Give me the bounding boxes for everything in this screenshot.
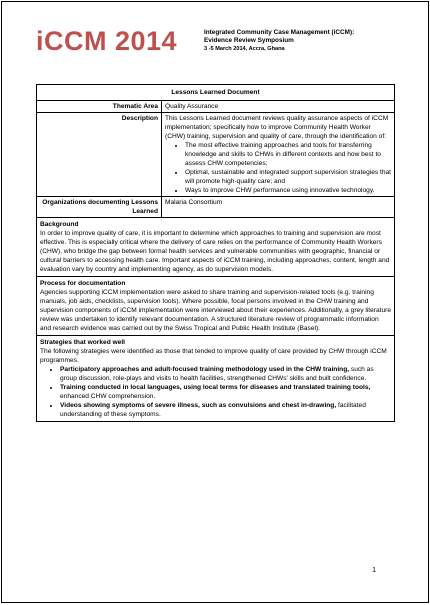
strategy-item xyxy=(60,365,391,383)
background-section xyxy=(37,218,395,277)
process-title: Process for documentation xyxy=(40,280,126,287)
page-number: 1 xyxy=(372,567,376,574)
description-label: Description xyxy=(37,113,162,197)
thematic-area-label: Thematic Area xyxy=(37,101,162,113)
description-cell xyxy=(162,113,395,197)
subtitle-line-2: Evidence Review Symposium xyxy=(204,37,294,44)
document-heading: Lessons Learned Document xyxy=(37,85,395,101)
strategy-item xyxy=(60,401,391,419)
symposium-date: 3 -5 March 2014, Accra, Ghana xyxy=(204,46,285,52)
strategy-rest: enhanced CHW comprehension. xyxy=(60,393,156,400)
process-section xyxy=(37,277,395,336)
subtitle-line-1: Integrated Community Case Management (iCCM): xyxy=(204,29,355,36)
background-title: Background xyxy=(40,221,79,228)
background-text: In order to improve quality of care, it is important to determine which approaches to training and supervision are most effective. This is especially critical where the delivery of care relies on the performance of Community Health Workers (CHW), who bridge the gap between formal health services and vulnerable communities with geographic, financial or cultural barriers to accessing health care. Important aspects of iCCM training, including approaches, content, length and evaluation vary by country and implementing agency, as do supervision models. xyxy=(40,230,390,273)
strategy-rest: such as group discussion, role-plays and visits to health facilities, strengthened CHWs' skills and built confidence. xyxy=(60,366,374,382)
iccm-logo: iCCM 2014 xyxy=(36,26,178,56)
strategy-item xyxy=(60,383,391,401)
thematic-area-value: Quality Assurance xyxy=(162,101,395,113)
description-bullet: • The most effective training approaches and tools for transferring knowledge and skills to CHWs in different contexts and how best to assess CHW competencies; xyxy=(185,141,391,168)
description-bullet-list xyxy=(165,141,391,195)
strategy-bold: Participatory approaches and adult-focused training methodology used in the CHW training, xyxy=(60,366,350,373)
symposium-title xyxy=(204,29,404,53)
strategy-bold: Training conducted in local languages, using local terms for diseases and translated training tools, xyxy=(60,384,371,391)
strategy-bold: Videos showing symptoms of severe illness, such as convulsions and chest in-drawing, xyxy=(60,402,337,409)
process-text: Agencies supporting iCCM implementation were asked to share training and supervision-related tools (e.g. training manuals, job aids, checklists, supervision tools). Where possible, focal persons involved in the CHW training and supervision components of iCCM implementation were interviewed about their experiences. Additionally, a grey literature review was undertaken to identify relevant documentation. A structured literature review of programmatic information and research evidence was carried out by the Swiss Tropical and Public Health Institute (Basel). xyxy=(40,289,391,332)
strategies-section xyxy=(37,336,395,422)
strategies-title: Strategies that worked well xyxy=(40,339,126,346)
strategy-rest: facilitated understanding of these symptoms. xyxy=(60,402,366,418)
strategies-list xyxy=(40,365,391,419)
organizations-value: Malaria Consortium xyxy=(162,197,395,218)
description-intro: This Lessons Learned document reviews quality assurance aspects of iCCM implementation; specifically how to improve Community Health Worker (CHW) training, supervision and quality of care, through the identification of: xyxy=(165,115,389,140)
page-header xyxy=(36,16,396,62)
strategies-intro: The following strategies were identified as those that tended to improve quality of care provided by CHW through iCCM programmes. xyxy=(40,348,387,364)
organizations-label: Organizations documenting Lessons Learned xyxy=(37,197,162,218)
document-page xyxy=(1,1,429,603)
lessons-learned-table xyxy=(36,84,395,422)
description-bullet: • Optimal, sustainable and integrated support supervision strategies that will promote high-quality care; and xyxy=(185,168,391,186)
description-bullet: • Ways to improve CHW performance using innovative technology. xyxy=(185,186,391,195)
